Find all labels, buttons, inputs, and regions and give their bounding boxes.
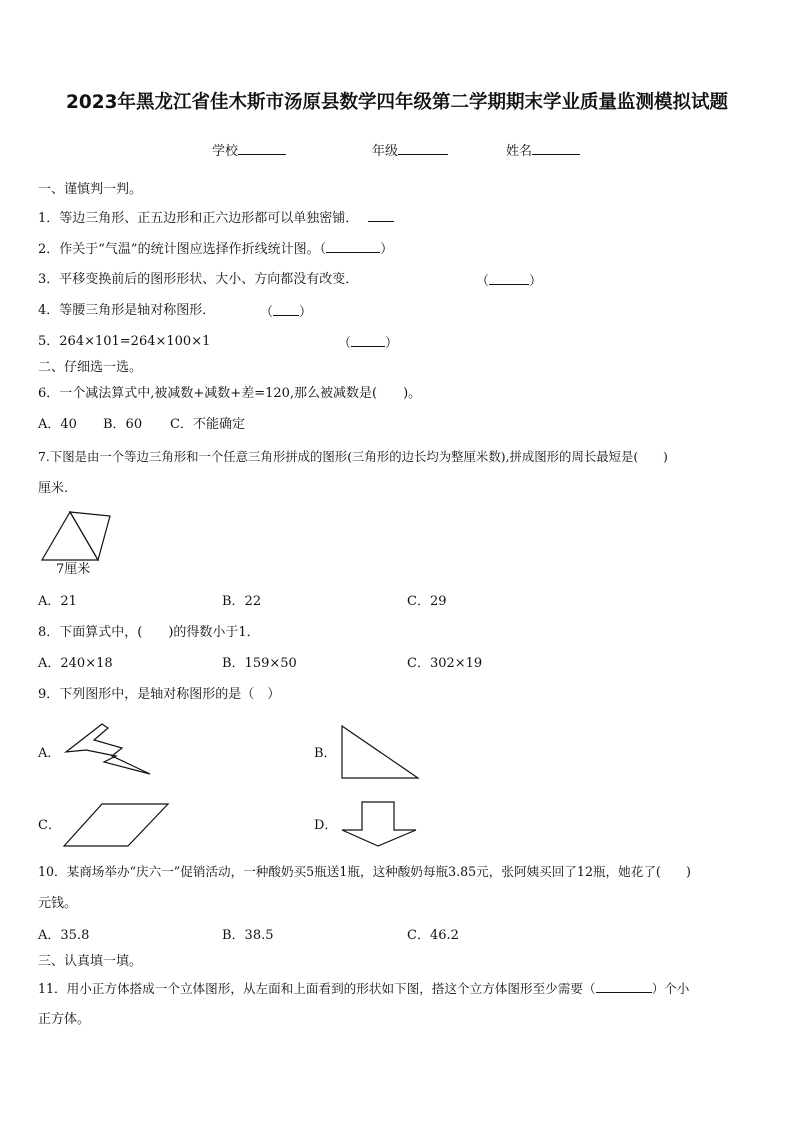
question-10-line2: 元钱。 bbox=[38, 896, 78, 911]
question-2 bbox=[38, 240, 393, 258]
grade-blank[interactable] bbox=[398, 142, 448, 155]
school-field bbox=[212, 142, 286, 160]
arbitrary-triangle bbox=[70, 512, 110, 560]
q11-mid: ）个小 bbox=[651, 981, 690, 996]
q5-paren-close: ） bbox=[385, 336, 399, 351]
q10-option-a[interactable]: A．35.8 bbox=[38, 928, 90, 943]
q9-option-b[interactable]: B． bbox=[314, 746, 337, 761]
q9-option-a[interactable]: A． bbox=[38, 746, 61, 761]
school-blank[interactable] bbox=[238, 142, 286, 155]
down-arrow-shape bbox=[340, 800, 420, 848]
lightning-shape bbox=[64, 722, 156, 778]
q9-option-d[interactable]: D． bbox=[314, 818, 338, 833]
q2-text-main: 2．作关于“气温”的统计图应选择作折线统计图。（ bbox=[38, 242, 327, 257]
question-3: 3．平移变换前后的图形形状、大小、方向都没有改变． bbox=[38, 272, 359, 287]
question-4: 4．等腰三角形是轴对称图形． bbox=[38, 303, 216, 318]
name-field bbox=[506, 142, 580, 160]
question-7-line1: 7.下图是由一个等边三角形和一个任意三角形拼成的图形(三角形的边长均为整厘米数),拼成图形的周长最短是( ) bbox=[38, 449, 668, 464]
question-5: 5．264×101=264×100×1 bbox=[38, 334, 211, 349]
q10-option-c[interactable]: C．46.2 bbox=[407, 928, 459, 943]
question-9: 9．下列图形中，是轴对称图形的是（ ） bbox=[38, 687, 281, 702]
q5-paren-open: （ bbox=[338, 336, 352, 351]
q3-paren-close: ） bbox=[529, 274, 543, 289]
q11-blank[interactable] bbox=[596, 980, 652, 993]
q6-option-b[interactable]: B．60 bbox=[103, 417, 143, 432]
q7-figure-label: 7厘米 bbox=[56, 562, 91, 577]
name-label: 姓名 bbox=[506, 144, 533, 159]
section1-heading: 一、谨慎判一判。 bbox=[38, 182, 143, 197]
parallelogram-shape bbox=[62, 802, 172, 848]
question-11-line2: 正方体。 bbox=[38, 1012, 91, 1027]
q4-blank[interactable] bbox=[273, 303, 299, 316]
name-blank[interactable] bbox=[532, 142, 580, 155]
question-7-line2: 厘米. bbox=[38, 481, 69, 496]
question-10-line1: 10．某商场举办“庆六一”促销活动，一种酸奶买5瓶送1瓶，这种酸奶每瓶3.85元，张阿姨买回了12瓶，她花了( ) bbox=[38, 864, 691, 879]
q7-option-a[interactable]: A．21 bbox=[38, 594, 77, 609]
q3-blank[interactable] bbox=[489, 272, 529, 285]
q3-answer bbox=[476, 272, 542, 290]
q4-answer bbox=[260, 303, 312, 321]
grade-label: 年级 bbox=[372, 144, 399, 159]
q4-paren-open: （ bbox=[260, 305, 274, 320]
question-8: 8．下面算式中，( )的得数小于1． bbox=[38, 625, 260, 640]
q9-option-c[interactable]: C． bbox=[38, 818, 61, 833]
q8-option-c[interactable]: C．302×19 bbox=[407, 656, 483, 671]
q6-option-a[interactable]: A．40 bbox=[38, 417, 77, 432]
q11-text: 11．用小正方体搭成一个立体图形，从左面和上面看到的形状如下图，搭这个立方体图形至少需要（ bbox=[38, 981, 596, 996]
q8-option-a[interactable]: A．240×18 bbox=[38, 656, 113, 671]
q4-paren-close: ） bbox=[299, 305, 313, 320]
q7-triangle-figure bbox=[38, 508, 118, 568]
q8-option-b[interactable]: B．159×50 bbox=[222, 656, 297, 671]
equilateral-triangle bbox=[42, 512, 98, 560]
question-11-line1 bbox=[38, 980, 689, 997]
page-title: 2023年黑龙江省佳木斯市汤原县数学四年级第二学期期末学业质量监测模拟试题 bbox=[66, 92, 728, 113]
q10-option-b[interactable]: B．38.5 bbox=[222, 928, 274, 943]
q7-option-b[interactable]: B．22 bbox=[222, 594, 262, 609]
q1-blank[interactable] bbox=[368, 209, 394, 222]
q5-answer bbox=[338, 334, 398, 352]
grade-field bbox=[372, 142, 448, 160]
question-1 bbox=[38, 209, 394, 227]
section3-heading: 三、认真填一填。 bbox=[38, 954, 143, 969]
section2-heading: 二、仔细选一选。 bbox=[38, 360, 143, 375]
q6-option-c[interactable]: C．不能确定 bbox=[170, 417, 245, 432]
q2-blank[interactable] bbox=[326, 240, 380, 253]
q1-text: 1．等边三角形、正五边形和正六边形都可以单独密铺． bbox=[38, 211, 359, 226]
q7-option-c[interactable]: C．29 bbox=[407, 594, 447, 609]
right-triangle-shape bbox=[340, 724, 422, 782]
school-label: 学校 bbox=[212, 144, 239, 159]
q2-close: ） bbox=[380, 242, 394, 257]
q3-paren-open: （ bbox=[476, 274, 490, 289]
question-6: 6．一个减法算式中,被减数+减数+差=120,那么被减数是( )。 bbox=[38, 386, 422, 401]
q5-blank[interactable] bbox=[351, 334, 385, 347]
